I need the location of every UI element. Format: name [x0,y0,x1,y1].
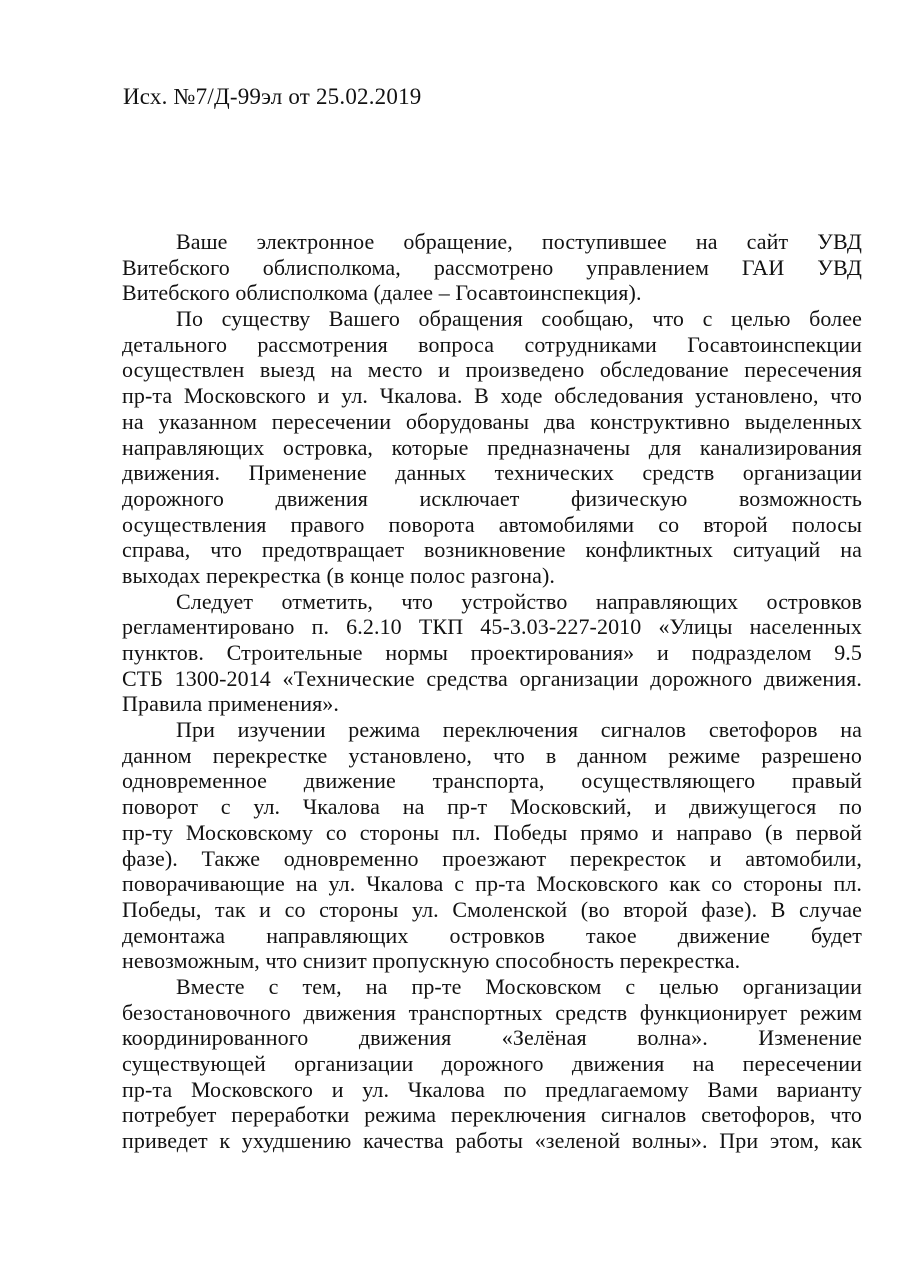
document-line: Вместе с тем, на пр-те Московском с целью организации [176,973,862,999]
document-line: осуществлен выезд на место и произведено обследование пересечения [122,357,862,383]
document-line: на указанном пересечении оборудованы два конструктивно выделенных [122,408,862,434]
document-line: безостановочного движения транспортных средств функционирует режим [122,999,862,1025]
document-line: пр-та Московского и ул. Чкалова. В ходе обследования установлено, что [122,383,862,409]
document-line: приведет к ухудшению качества работы «зеленой волны». При этом, как [122,1128,862,1154]
document-line: демонтажа направляющих островков такое движение будет [122,922,862,948]
paragraph [122,589,862,717]
document-line: Победы, так и со стороны ул. Смоленской (во второй фазе). В случае [122,896,862,922]
letter-body [122,229,862,1154]
document-line: одновременное движение транспорта, осуществляющего правый [122,768,862,794]
document-line: пр-ту Московскому со стороны пл. Победы прямо и направо (в первой [122,819,862,845]
document-line: При изучении режима переключения сигналов светофоров на [176,717,862,743]
document-line: Витебского облисполкома (далее – Госавтоинспекция). [122,280,642,306]
document-line: Витебского облисполкома, рассмотрено управлением ГАИ УВД [122,254,862,280]
document-line: направляющих островка, которые предназначены для канализирования [122,434,862,460]
document-line: выходах перекрестка (в конце полос разгона). [122,562,556,588]
document-line: Правила применения». [122,691,339,717]
paragraph [122,974,862,1154]
paragraph [122,717,862,974]
document-line: Следует отметить, что устройство направляющих островков [176,588,862,614]
document-line: поворачивающие на ул. Чкалова с пр-та Московского как со стороны пл. [122,871,862,897]
document-line: Ваше электронное обращение, поступившее на сайт УВД [176,229,862,254]
document-line: движения. Применение данных технических средств организации [122,460,862,486]
document-line: осуществления правого поворота автомобилями со второй полосы [122,511,862,537]
paragraph [122,229,862,306]
document-line: регламентировано п. 6.2.10 ТКП 45-3.03-227-2010 «Улицы населенных [122,614,862,640]
paragraph [122,306,862,589]
document-line: фазе). Также одновременно проезжают перекресток и автомобили, [122,845,862,871]
document-line: справа, что предотвращает возникновение конфликтных ситуаций на [122,537,862,563]
document-line: потребует переработки режима переключения сигналов светофоров, что [122,1102,862,1128]
document-line: данном перекрестке установлено, что в данном режиме разрешено [122,742,862,768]
document-line: СТБ 1300-2014 «Технические средства организации дорожного движения. [122,665,862,691]
document-line: детального рассмотрения вопроса сотрудниками Госавтоинспекции [122,331,862,357]
outgoing-reference-number: Исх. №7/Д-99эл от 25.02.2019 [123,84,422,109]
document-line: пунктов. Строительные нормы проектирования» и подразделом 9.5 [122,640,862,665]
document-line: существующей организации дорожного движения на пересечении [122,1051,862,1076]
document-line: дорожного движения исключает физическую возможность [122,485,862,511]
document-line: невозможным, что снизит пропускную способность перекрестка. [122,948,741,974]
document-line: координированного движения «Зелёная волна». Изменение [122,1025,862,1051]
document-line: По существу Вашего обращения сообщаю, что с целью более [176,306,862,332]
document-line: пр-та Московского и ул. Чкалова по предлагаемому Вами варианту [122,1076,862,1102]
document-line: поворот с ул. Чкалова на пр-т Московский, и движущегося по [122,794,862,820]
